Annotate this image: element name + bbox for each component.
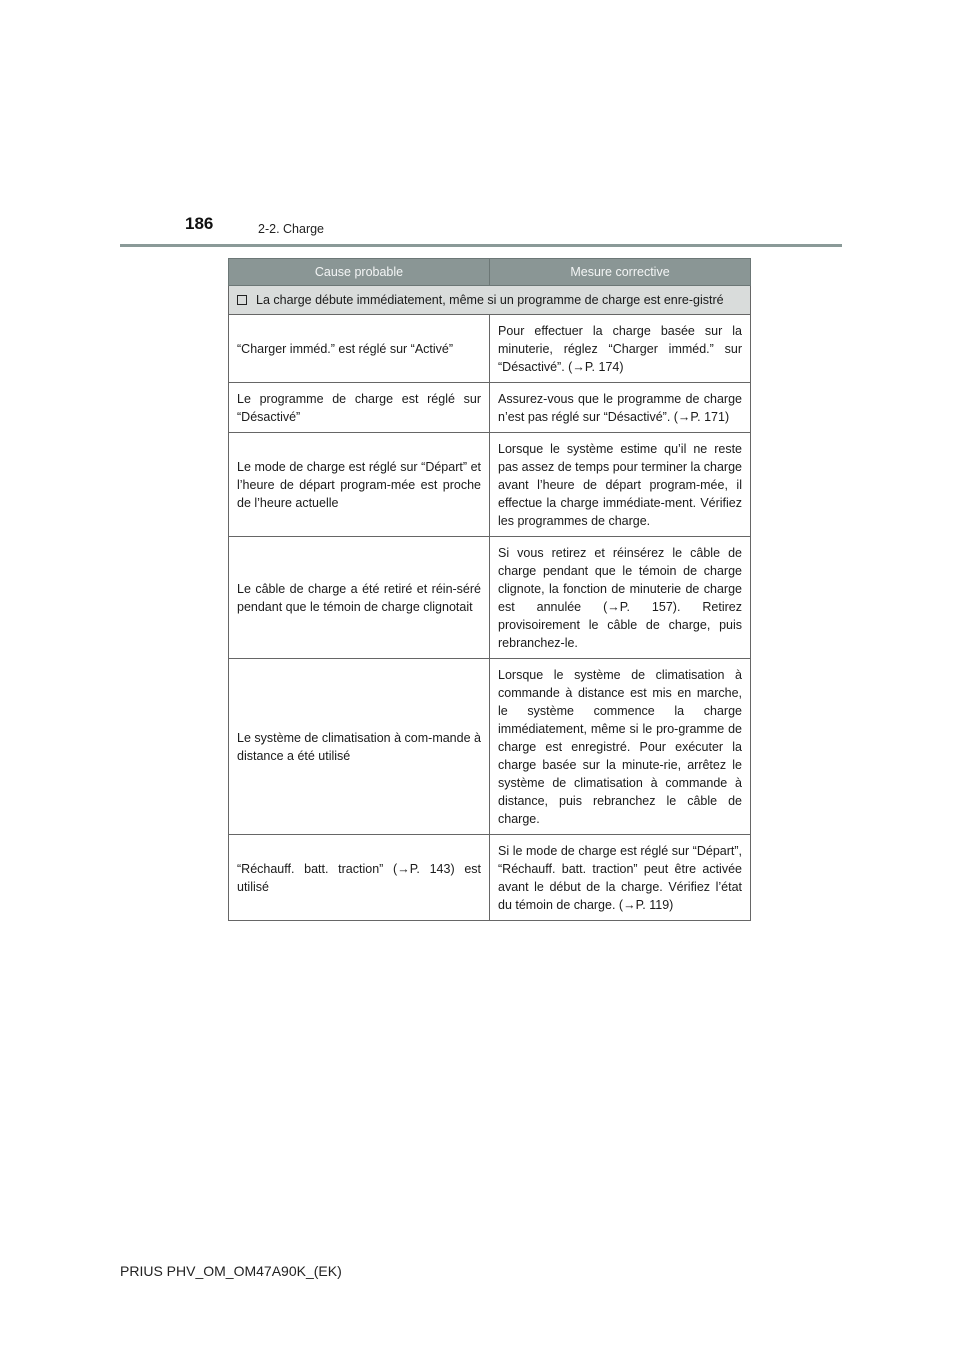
page-number: 186: [185, 214, 214, 233]
table-row: [229, 835, 751, 921]
table-header-row: [229, 259, 751, 286]
section-title: 2-2. Charge: [258, 222, 325, 236]
cause-cell: Le câble de charge a été retiré et réin-séré pendant que le témoin de charge clignotait: [229, 537, 490, 659]
remedy-cell: Lorsque le système estime qu’il ne reste pas assez de temps pour terminer la charge avant l’heure de départ program-mée, il effectue la charge immédiate-ment. Vérifiez les programmes de charge.: [490, 433, 751, 537]
category-cell: [229, 286, 751, 315]
table-row: [229, 433, 751, 537]
table-row: [229, 383, 751, 433]
remedy-cell: Si le mode de charge est réglé sur “Départ”, “Réchauff. batt. traction” peut être activée avant le début de la charge. Vérifiez l’état du témoin de charge. (→P. 119): [490, 835, 751, 921]
remedy-cell: Pour effectuer la charge basée sur la minuterie, réglez “Charger imméd.” sur “Désactivé”. (→P. 174): [490, 315, 751, 383]
category-row: [229, 286, 751, 315]
table-row: [229, 315, 751, 383]
remedy-cell: Lorsque le système de climatisation à commande à distance est mis en marche, le système commence la charge immédiatement, même si le pro-gramme de charge est enregistré. Pour exécuter la charge basée sur la minute-rie, arrêtez le système de climatisation à commande à distance, puis rebranchez le câble de charge.: [490, 659, 751, 835]
cause-cell: “Charger imméd.” est réglé sur “Activé”: [229, 315, 490, 383]
remedy-cell: Si vous retirez et réinsérez le câble de charge pendant que le témoin de charge clignote, la fonction de minuterie de charge est annulée (→P. 157). Retirez provisoirement le câble de charge, puis rebranchez-le.: [490, 537, 751, 659]
checkbox-square-icon: [237, 295, 247, 305]
table-row: [229, 659, 751, 835]
table-row: [229, 537, 751, 659]
cause-cell: “Réchauff. batt. traction” (→P. 143) est utilisé: [229, 835, 490, 921]
cause-remedy-table: [228, 258, 751, 921]
cause-cell: Le programme de charge est réglé sur “Désactivé”: [229, 383, 490, 433]
header-rule: [120, 244, 842, 247]
cause-cell: Le système de climatisation à com-mande à distance a été utilisé: [229, 659, 490, 835]
remedy-cell: Assurez-vous que le programme de charge n’est pas réglé sur “Désactivé”. (→P. 171): [490, 383, 751, 433]
document-code: PRIUS PHV_OM_OM47A90K_(EK): [120, 1263, 342, 1279]
column-header-cause: Cause probable: [229, 259, 490, 286]
category-label: La charge débute immédiatement, même si un programme de charge est enre-gistré: [256, 293, 724, 307]
column-header-remedy: Mesure corrective: [490, 259, 751, 286]
cause-cell: Le mode de charge est réglé sur “Départ” et l’heure de départ program-mée est proche de l’heure actuelle: [229, 433, 490, 537]
